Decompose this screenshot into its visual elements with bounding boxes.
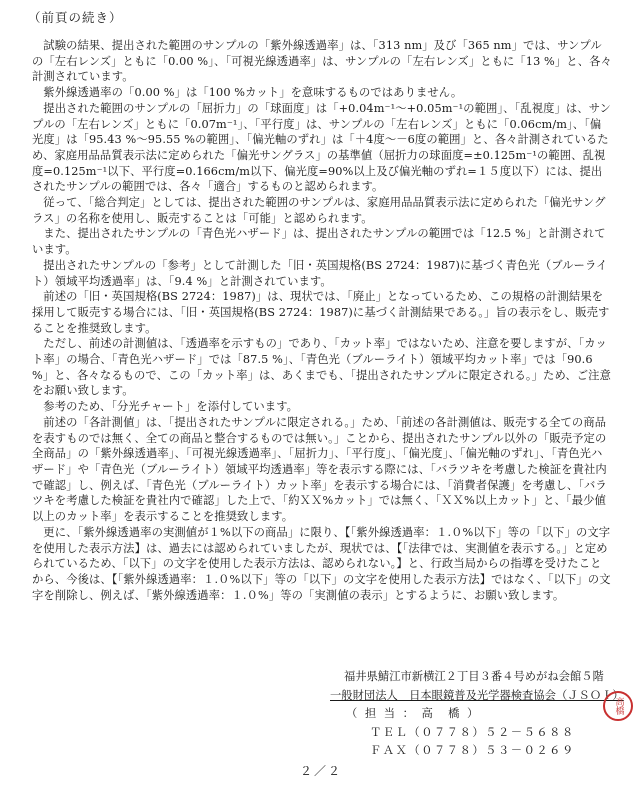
body-text xyxy=(32,38,612,603)
paragraph-labeling-guidance: 更に、「紫外線透過率の実測値が１%以下の商品」に限り、【「紫外線透過率：１.０%以下」等の「以下」の文字を使用した表示方法】は、過去には認められていましたが、現状では、【「法律では、実測値を表示する。」と定められているため、「以下」の文字を使用した表示方法は、認められない。】と、行政当局からの指導を受けたことから、今後は、【「紫外線透過率：１.０%以下」等の「以下」の文字を使用した表示方法】ではなく、「以下」の文字を削除し、例えば、「紫外線透過率：１.０%」等の「実測値の表示」とするように、お願い致します。 xyxy=(32,525,611,602)
personal-seal-stamp xyxy=(603,691,633,721)
paragraph-bs-abolished: 前述の「旧・英国規格(BS 2724：1987)」は、現状では、「廃止」となっているため、この規格の計測結果を採用して販売する場合には、「旧・英国規格(BS 2724：1987)に基づく計測結果である。」旨の表示をし、販売することを推奨致します。 xyxy=(32,290,610,335)
contact-person: （ 担 当 ： 高 橋 ） xyxy=(346,707,481,720)
paragraph-judgement: 従って、「総合判定」としては、提出された範囲のサンプルは、家庭用品品質表示法に定められた「偏光サングラス」の名称を使用し、販売することは「可能」と認められます。 xyxy=(32,196,606,225)
sender-address: 福井県鯖江市新横江２丁目３番４号めがね会館５階 xyxy=(344,670,604,683)
paragraph-blue-hazard: また、提出されたサンプルの「青色光ハザード」は、提出されたサンプルの範囲では「12.5 %」と計測されています。 xyxy=(32,227,606,257)
fax-number: ＦＡＸ（０７７８）５３－０２６９ xyxy=(370,744,575,757)
continuation-label: （前頁の続き） xyxy=(28,10,123,25)
sender-organization: 一般財団法人 日本眼鏡普及光学器検査協会（ＪＳＯＩ） xyxy=(330,688,624,702)
phone-number: ＴＥＬ（０７７８）５２－５６８８ xyxy=(370,725,575,739)
paragraph-cut-rate: ただし、前述の計測値は、「透過率を示すもの」であり、「カット率」ではないため、注意を要しますが、「カット率」の場合、「青色光ハザード」では「87.5 %」、「青色光（ブルーライト）領域平均カット率」では「90.6 %」と、各々なるもので、この「カット率」は、あくまでも、「提出されたサンプルに限定される。」ため、ご注意をお願い致します。 xyxy=(32,337,611,398)
sender-block xyxy=(330,668,624,761)
paragraph-test-result: 試験の結果、提出された範囲のサンプルの「紫外線透過率」は、「313 nm」及び「365 nm」では、サンプルの「左右レンズ」ともに「0.00 %」、「可視光線透過率」は、サンプルの「左右レンズ」ともに「13 %」と、各々計測されています。 xyxy=(32,39,612,84)
paragraph-measurement-limits: 前述の「各計測値」は、「提出されたサンプルに限定される。」ため、「前述の各計測値は、販売する全ての商品を表すものでは無く、全ての商品と整合するものでは無い。」ことから、提出されたサンプル以外の「販売予定の全商品」の「紫外線透過率」、「可視光線透過率」、「屈折力」、「平行度」、「偏光度」、「偏光軸のずれ」、「青色光ハザード」や「青色光（ブルーライト）領域平均透過率」等を表示する際には、「バラツキを考慮した検証を貴社内で確認」し、例えば、「青色光（ブルーライト）カット率」を表示する場合には、「消費者保護」を考慮し、「バラツキを考慮した検証を貴社内で確認」した上で、「約ＸＸ%カット」では無く、「ＸＸ%以上カット」と、「最少値以上のカット率」を表示することを推奨致します。 xyxy=(32,415,607,524)
paragraph-refraction: 提出された範囲のサンプルの「屈折力」の「球面度」は「+0.04m⁻¹～+0.05m⁻¹の範囲」、「乱視度」は、サンプルの「左右レンズ」ともに「0.07m⁻¹」、「平行度」は、サンプルの「左右レンズ」ともに「0.06cm/m」、「偏光度」は「95.43 %～95.55 %の範囲」、「偏光軸のずれ」は「＋4度～－6度の範囲」と、各々計測されているため、家庭用品品質表示法に定められた「偏光サングラス」の基準値（屈折力の球面度=±0.125m⁻¹の範囲、乱視度=0.125m⁻¹以下、平行度=0.166cm/m以下、偏光度=90%以上及び偏光軸のずれ=１５度以下）には、提出されたサンプルの範囲では、各々「適合」するものと認められます。 xyxy=(32,101,611,194)
paragraph-chart-attached: 参考のため、「分光チャート」を添付しています。 xyxy=(43,400,299,414)
seal-text: 高橋 xyxy=(613,697,624,715)
page-number: ２／２ xyxy=(300,764,343,778)
paragraph-uv-note: 紫外線透過率の「0.00 %」は「100 %カット」を意味するものではありません。 xyxy=(43,86,463,100)
paragraph-bs-reference: 提出されたサンプルの「参考」として計測した「旧・英国規格(BS 2724：1987)に基づく青色光（ブルーライト）領域平均透過率」は、「9.4 %」と計測されています。 xyxy=(32,258,608,288)
